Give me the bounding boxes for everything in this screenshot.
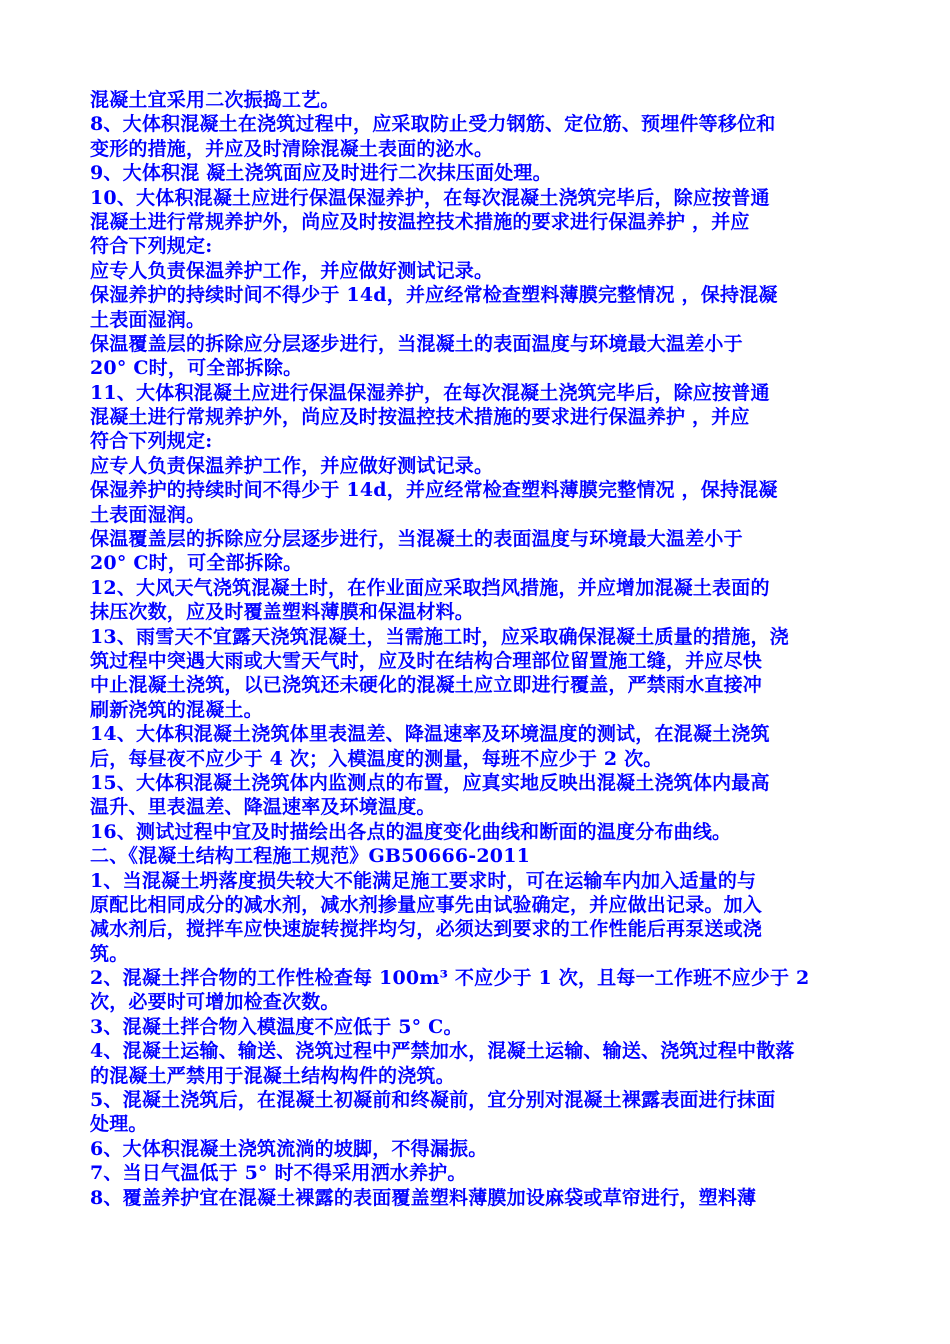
text-line: 混凝土宜采用二次振捣工艺。 xyxy=(90,89,340,111)
text-line: 刷新浇筑的混凝土。 xyxy=(90,698,263,721)
text-line: 变形的措施，并应及时清除混凝土表面的泌水。 xyxy=(90,137,494,160)
text-line: 处理。 xyxy=(90,1113,148,1136)
text-line: 16、测试过程中宜及时描绘出各点的温度变化曲线和断面的温度分布曲线。 xyxy=(90,820,732,843)
text-line: 3、混凝土拌合物入模温度不应低于 5° C。 xyxy=(90,1015,463,1038)
text-line: 应专人负责保温养护工作，并应做好测试记录。 xyxy=(90,454,494,477)
text-line: 筑。 xyxy=(90,942,129,965)
text-line: 9、大体积混 凝土浇筑面应及时进行二次抹压面处理。 xyxy=(90,162,552,185)
text-line: 混凝土进行常规养护外，尚应及时按温控技术措施的要求进行保温养护 ，并应 xyxy=(90,406,750,429)
text-line: 应专人负责保温养护工作，并应做好测试记录。 xyxy=(90,259,494,282)
text-line: 减水剂后，搅拌车应快速旋转搅拌均匀，必须达到要求的工作性能后再泵送或浇 xyxy=(90,918,763,941)
text-line: 14、大体积混凝土浇筑体里表温差、降温速率及环境温度的测试，在混凝土浇筑 xyxy=(90,723,770,746)
text-line: 保湿养护的持续时间不得少于 14d，并应经常检查塑料薄膜完整情况 ，保持混凝 xyxy=(90,284,778,307)
text-line: 4、混凝土运输、输送、浇筑过程中严禁加水，混凝土运输、输送、浇筑过程中散落 xyxy=(90,1040,795,1063)
text-line: 二、《混凝土结构工程施工规范》GB50666-2011 xyxy=(90,845,531,868)
text-line: 筑过程中突遇大雨或大雪天气时，应及时在结构合理部位留置施工缝，并应尽快 xyxy=(90,649,763,672)
text-line: 土表面湿润。 xyxy=(90,503,206,526)
text-line: 土表面湿润。 xyxy=(90,308,206,331)
text-line: 符合下列规定: xyxy=(90,430,213,453)
text-line: 保温覆盖层的拆除应分层逐步进行，当混凝土的表面温度与环境最大温差小于 xyxy=(90,332,743,355)
text-line: 次，必要时可增加检查次数。 xyxy=(90,991,340,1014)
text-line: 1、当混凝土坍落度损失较大不能满足施工要求时，可在运输车内加入适量的与 xyxy=(90,869,757,892)
text-line: 5、混凝土浇筑后，在混凝土初凝前和终凝前，宜分别对混凝土裸露表面进行抹面 xyxy=(90,1089,776,1112)
text-line: 7、当日气温低于 5° 时不得采用洒水养护。 xyxy=(90,1162,467,1185)
text-line: 保湿养护的持续时间不得少于 14d，并应经常检查塑料薄膜完整情况 ，保持混凝 xyxy=(90,479,778,502)
text-line: 的混凝土严禁用于混凝土结构构件的浇筑。 xyxy=(90,1064,455,1087)
text-line: 混凝土进行常规养护外，尚应及时按温控技术措施的要求进行保温养护 ，并应 xyxy=(90,210,750,233)
text-line: 15、大体积混凝土浇筑体内监测点的布置，应真实地反映出混凝土浇筑体内最高 xyxy=(90,771,770,794)
text-line: 13、雨雪天不宜露天浇筑混凝土，当需施工时，应采取确保混凝土质量的措施，浇 xyxy=(90,625,789,648)
text-line: 保温覆盖层的拆除应分层逐步进行，当混凝土的表面温度与环境最大温差小于 xyxy=(90,528,743,551)
text-line: 温升、里表温差、降温速率及环境温度。 xyxy=(90,796,436,819)
text-line: 10、大体积混凝土应进行保温保湿养护，在每次混凝土浇筑完毕后，除应按普通 xyxy=(90,186,770,209)
text-line: 2、混凝土拌合物的工作性检查每 100m³ 不应少于 1 次，且每一工作班不应少于 2 xyxy=(90,967,810,990)
text-line: 6、大体积混凝土浇筑流淌的坡脚，不得漏振。 xyxy=(90,1137,488,1160)
document-body xyxy=(90,88,865,1210)
text-line: 原配比相同成分的减水剂，减水剂掺量应事先由试验确定，并应做出记录。加入 xyxy=(90,893,763,916)
text-line: 8、覆盖养护宜在混凝土裸露的表面覆盖塑料薄膜加设麻袋或草帘进行，塑料薄 xyxy=(90,1186,757,1209)
text-line: 20° C时，可全部拆除。 xyxy=(90,552,303,575)
text-line: 12、大风天气浇筑混凝土时，在作业面应采取挡风措施，并应增加混凝土表面的 xyxy=(90,576,770,599)
text-line: 符合下列规定: xyxy=(90,235,213,258)
text-line: 20° C时，可全部拆除。 xyxy=(90,357,303,380)
text-line: 8、大体积混凝土在浇筑过程中，应采取防止受力钢筋、定位筋、预埋件等移位和 xyxy=(90,113,776,136)
text-line: 后，每昼夜不应少于 4 次；入模温度的测量，每班不应少于 2 次。 xyxy=(90,747,663,770)
text-line: 11、大体积混凝土应进行保温保湿养护，在每次混凝土浇筑完毕后，除应按普通 xyxy=(90,381,770,404)
text-line: 中止混凝土浇筑，以已浇筑还未硬化的混凝土应立即进行覆盖，严禁雨水直接冲 xyxy=(90,674,763,697)
text-line: 抹压次数，应及时覆盖塑料薄膜和保温材料。 xyxy=(90,601,475,624)
